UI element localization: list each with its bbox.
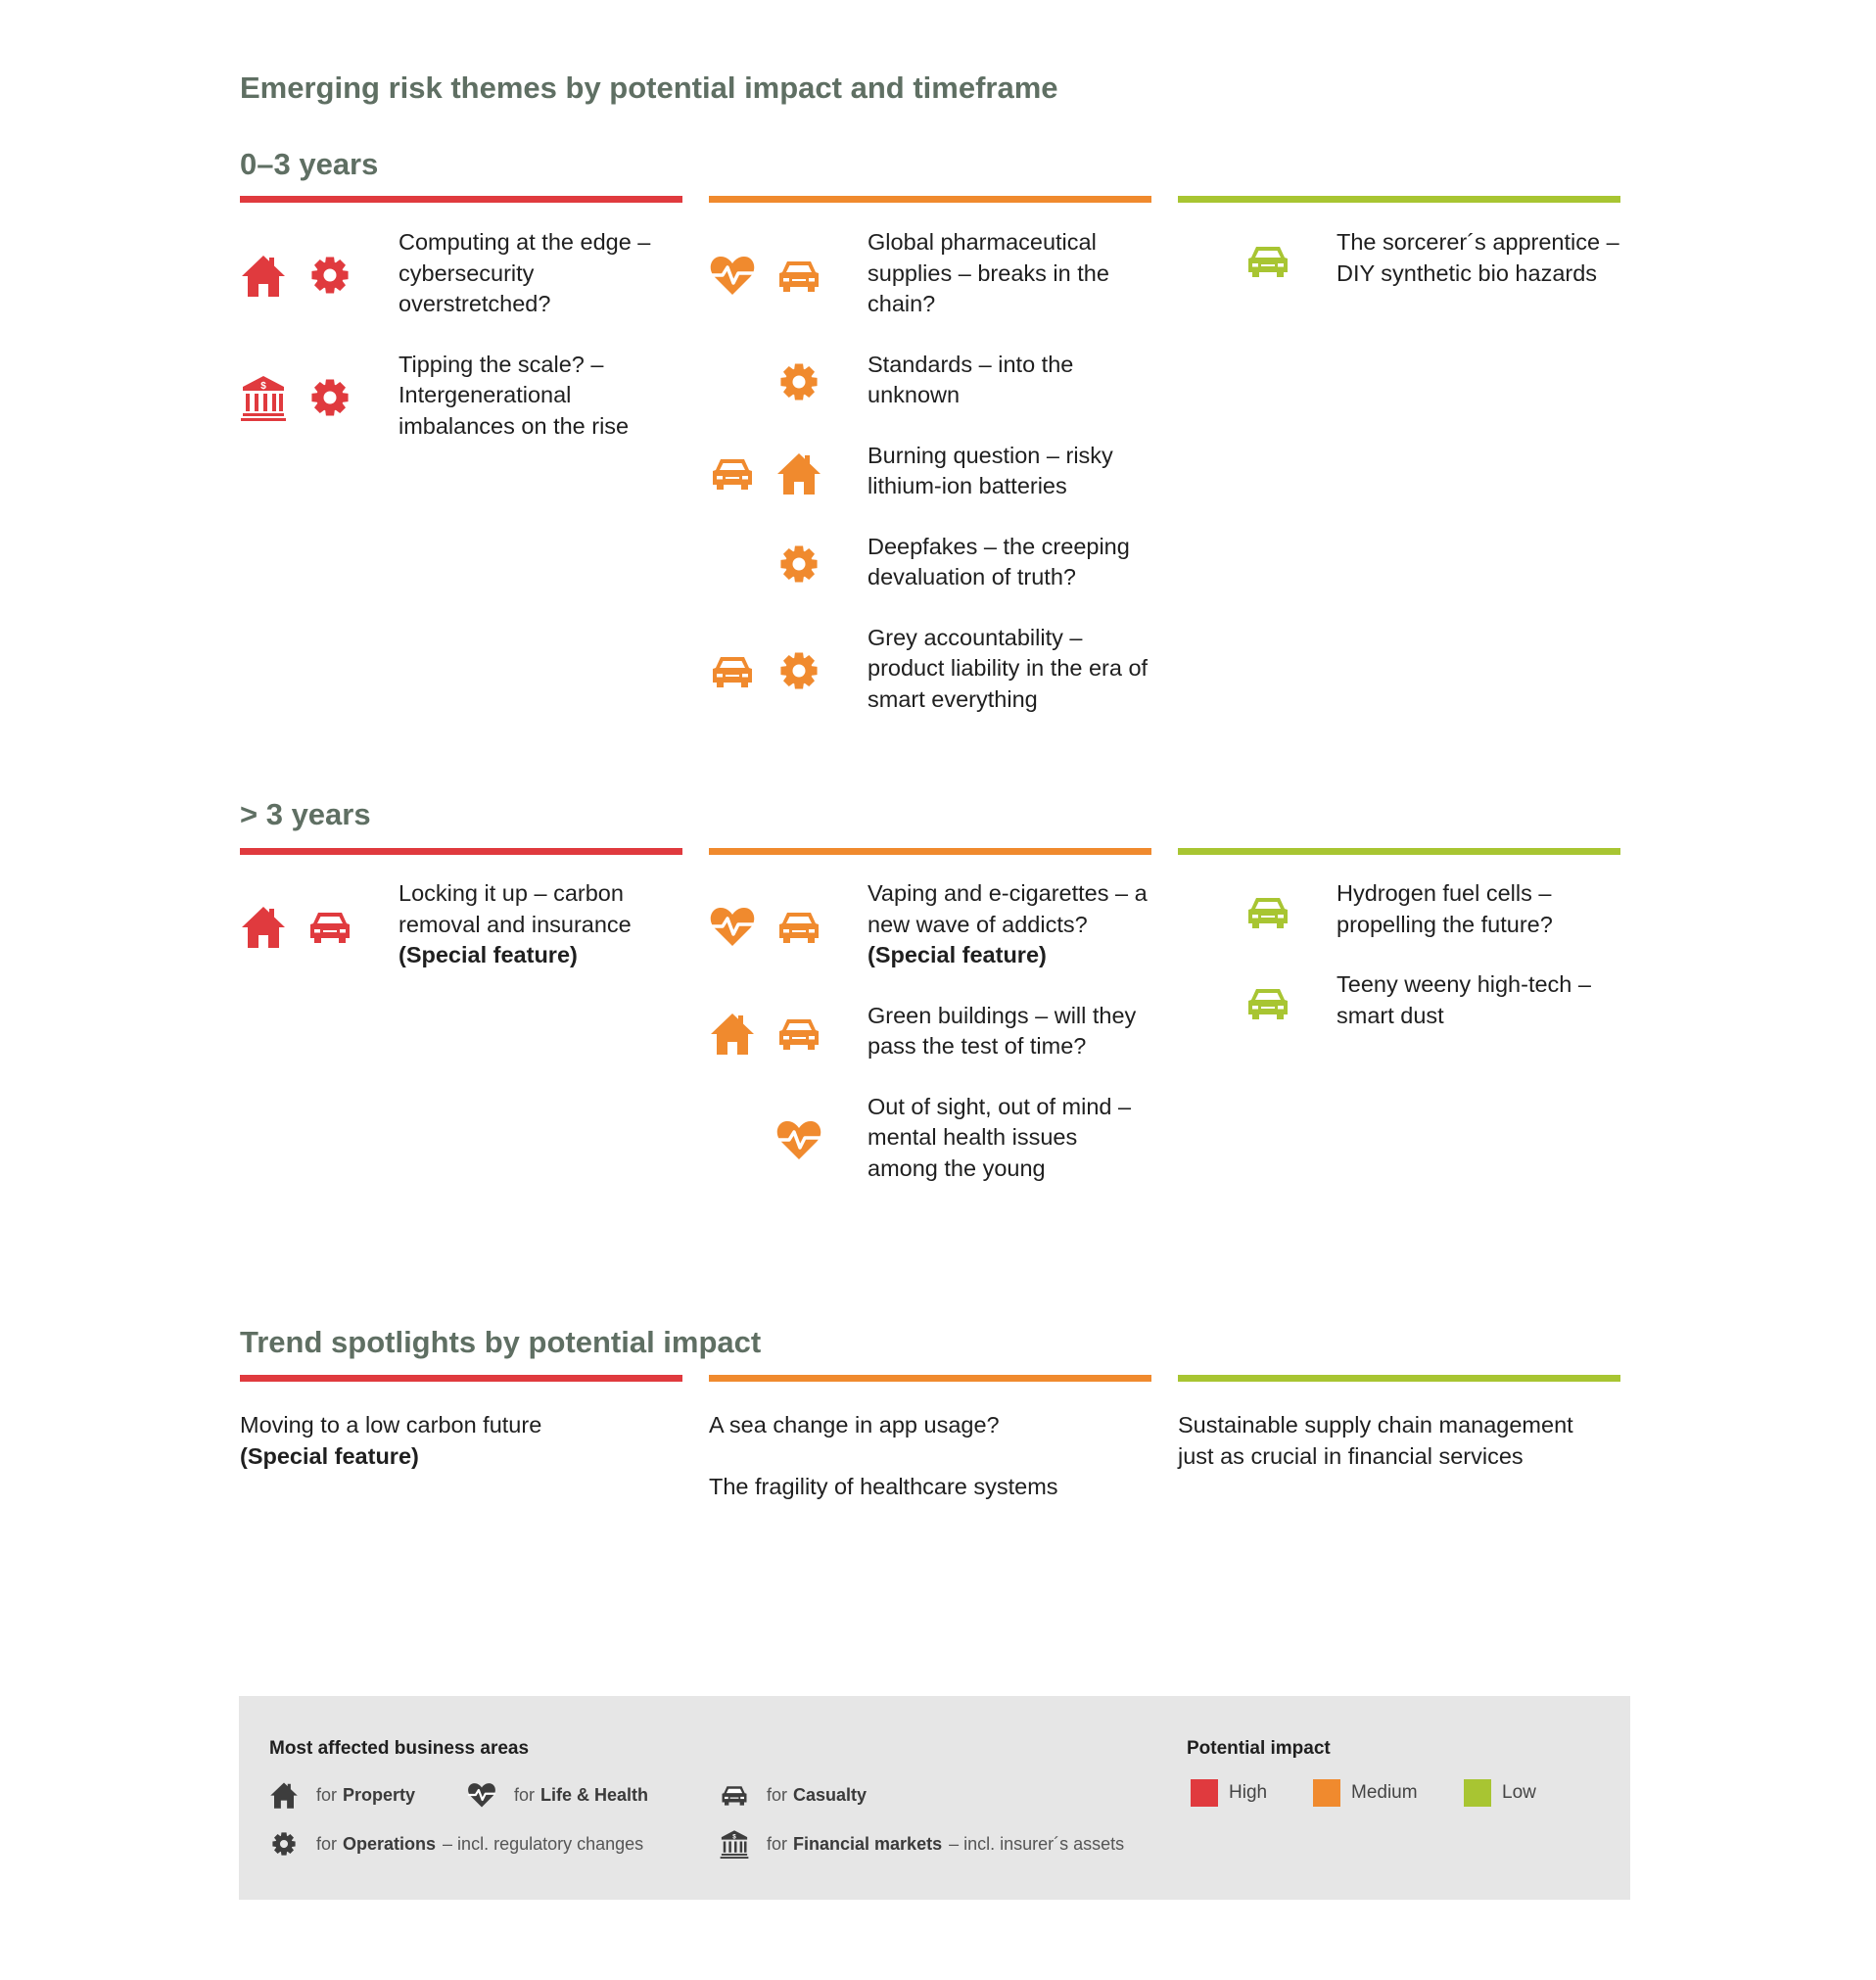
house-icon — [269, 1780, 299, 1810]
legend-area-prefix: for — [316, 1833, 338, 1854]
special-feature-note: (Special feature) — [240, 1442, 419, 1469]
risk-theme-title: Vaping and e-cigarettes – a new wave of addicts? — [868, 880, 1148, 937]
legend-areas-title: Most affected business areas — [269, 1738, 530, 1759]
risk-theme-title: Locking it up – carbon removal and insurance — [399, 880, 632, 937]
business-area-icons — [709, 358, 868, 401]
impact-bar-high — [240, 196, 682, 203]
risk-theme-text — [1337, 227, 1620, 289]
impact-swatch — [1313, 1779, 1340, 1807]
spotlight-item — [709, 1472, 1151, 1503]
legend-area-prefix: for — [767, 1784, 788, 1805]
impact-bar-low — [1178, 196, 1620, 203]
business-area-icons — [1178, 979, 1337, 1022]
car-icon — [306, 903, 353, 950]
legend-impact-medium — [1313, 1779, 1418, 1807]
risk-theme-item — [709, 532, 1151, 593]
impact-bar-high — [240, 1375, 682, 1382]
gear-icon — [306, 252, 353, 299]
risk-theme-item — [1178, 878, 1620, 940]
column-high — [240, 878, 682, 971]
spotlight-text: Moving to a low carbon future — [240, 1412, 542, 1438]
impact-bar-high — [240, 848, 682, 855]
legend-impact-high — [1191, 1779, 1267, 1807]
business-area-icons — [1178, 237, 1337, 280]
risk-theme-text — [868, 1092, 1151, 1185]
impact-swatch — [1464, 1779, 1491, 1807]
spotlight-text: The fragility of healthcare systems — [709, 1473, 1058, 1499]
risk-theme-text — [399, 878, 682, 971]
legend-area-gear — [269, 1829, 643, 1859]
business-area-icons — [709, 541, 868, 584]
spotlight-column-medium — [709, 1410, 1151, 1532]
gear-icon — [306, 374, 353, 421]
risk-theme-title: Out of sight, out of mind – mental health issues among the young — [868, 1093, 1132, 1181]
heart-icon — [467, 1780, 496, 1810]
business-area-icons — [240, 374, 399, 417]
legend-area-name: Life & Health — [540, 1784, 649, 1805]
car-icon — [775, 1010, 822, 1057]
risk-theme-text — [399, 227, 682, 320]
risk-theme-title: Global pharmaceutical supplies – breaks in the chain? — [868, 229, 1109, 316]
page-title: Emerging risk themes by potential impact and timeframe — [240, 71, 1058, 105]
impact-label: Low — [1502, 1782, 1536, 1803]
column-medium — [709, 227, 1151, 715]
impact-label: High — [1229, 1782, 1268, 1803]
legend-area-suffix: – incl. regulatory changes — [443, 1833, 644, 1854]
risk-theme-item — [1178, 227, 1620, 289]
risk-theme-text — [868, 441, 1151, 502]
spotlight-item — [709, 1410, 1151, 1441]
legend-area-name: Casualty — [793, 1784, 868, 1805]
risk-theme-text — [868, 623, 1151, 716]
business-area-icons — [240, 252, 399, 295]
legend-area-prefix: for — [316, 1784, 338, 1805]
svg-text:$: $ — [260, 380, 266, 392]
risk-theme-item — [709, 878, 1151, 971]
house-icon — [240, 252, 287, 299]
column-low — [1178, 878, 1620, 1031]
business-area-icons — [709, 1116, 868, 1159]
risk-theme-text — [868, 532, 1151, 593]
risk-theme-item — [709, 1001, 1151, 1062]
risk-theme-title: Burning question – risky lithium-ion batteries — [868, 442, 1113, 498]
risk-theme-title: Standards – into the unknown — [868, 351, 1074, 407]
column-high — [240, 227, 682, 442]
risk-theme-item — [240, 227, 682, 320]
risk-theme-text — [868, 1001, 1151, 1062]
heart-icon — [775, 1116, 822, 1163]
risk-theme-item — [240, 350, 682, 443]
bank-icon — [240, 374, 287, 421]
legend-area-house — [269, 1780, 415, 1810]
legend-area-heart — [467, 1780, 648, 1810]
bank-icon — [720, 1829, 749, 1859]
risk-theme-text — [1337, 878, 1620, 940]
house-icon — [240, 903, 287, 950]
legend-area-prefix: for — [514, 1784, 536, 1805]
business-area-icons — [709, 903, 868, 946]
car-icon — [1244, 979, 1291, 1026]
risk-theme-text — [868, 227, 1151, 320]
legend — [239, 1696, 1630, 1900]
legend-area-suffix: – incl. insurer´s assets — [949, 1833, 1125, 1854]
gear-icon — [775, 358, 822, 405]
car-icon — [775, 903, 822, 950]
risk-theme-title: Computing at the edge – cybersecurity overstretched? — [399, 229, 651, 316]
gear-icon — [269, 1829, 299, 1859]
risk-theme-title: Teeny weeny high-tech – smart dust — [1337, 971, 1591, 1028]
risk-theme-title: Grey accountability – product liability in the era of smart everything — [868, 624, 1149, 712]
column-medium — [709, 878, 1151, 1184]
house-icon — [709, 1010, 756, 1057]
risk-theme-text — [868, 878, 1151, 971]
car-icon — [709, 647, 756, 694]
column-low — [1178, 227, 1620, 289]
business-area-icons — [709, 647, 868, 690]
legend-impact-low — [1464, 1779, 1536, 1807]
legend-area-name: Operations — [343, 1833, 437, 1854]
impact-label: Medium — [1351, 1782, 1418, 1803]
impact-bar-medium — [709, 196, 1151, 203]
legend-area-name: Financial markets — [793, 1833, 943, 1854]
risk-theme-item — [709, 227, 1151, 320]
impact-bar-medium — [709, 848, 1151, 855]
business-area-icons — [240, 903, 399, 946]
house-icon — [775, 449, 822, 496]
impact-swatch — [1191, 1779, 1218, 1807]
risk-theme-title: Deepfakes – the creeping devaluation of truth? — [868, 533, 1130, 589]
risk-theme-title: Hydrogen fuel cells – propelling the future? — [1337, 880, 1553, 937]
spotlight-column-low — [1178, 1410, 1620, 1502]
car-icon — [720, 1780, 749, 1810]
risk-theme-item — [709, 350, 1151, 411]
risk-theme-item — [709, 441, 1151, 502]
impact-bar-low — [1178, 1375, 1620, 1382]
gear-icon — [775, 541, 822, 588]
risk-theme-item — [709, 623, 1151, 716]
business-area-icons — [709, 449, 868, 493]
impact-bar-low — [1178, 848, 1620, 855]
heart-icon — [709, 903, 756, 950]
special-feature-note: (Special feature) — [868, 942, 1047, 967]
car-icon — [1244, 237, 1291, 284]
spotlight-item — [240, 1410, 682, 1472]
spotlight-item — [1178, 1410, 1620, 1472]
section-title-over-3-years: > 3 years — [240, 797, 371, 831]
spotlight-column-high — [240, 1410, 682, 1502]
risk-theme-text — [1337, 969, 1620, 1031]
risk-theme-item — [1178, 969, 1620, 1031]
legend-area-prefix: for — [767, 1833, 788, 1854]
gear-icon — [775, 647, 822, 694]
heart-icon — [709, 252, 756, 299]
spotlight-text: A sea change in app usage? — [709, 1412, 1000, 1438]
risk-theme-title: Tipping the scale? – Intergenerational imbalances on the rise — [399, 351, 630, 439]
car-icon — [1244, 888, 1291, 935]
spotlights-title: Trend spotlights by potential impact — [240, 1325, 762, 1359]
risk-theme-item — [240, 878, 682, 971]
business-area-icons — [709, 252, 868, 295]
legend-impact-title: Potential impact — [1187, 1738, 1331, 1759]
impact-bar-medium — [709, 1375, 1151, 1382]
section-title-0-3-years: 0–3 years — [240, 147, 379, 181]
legend-area-name: Property — [343, 1784, 416, 1805]
car-icon — [775, 252, 822, 299]
risk-theme-text — [399, 350, 682, 443]
legend-area-car — [720, 1780, 867, 1810]
risk-theme-item — [709, 1092, 1151, 1185]
special-feature-note: (Special feature) — [399, 942, 578, 967]
risk-theme-title: The sorcerer´s apprentice – DIY synthetic bio hazards — [1337, 229, 1619, 286]
car-icon — [709, 449, 756, 496]
legend-area-bank — [720, 1829, 1124, 1859]
risk-theme-text — [868, 350, 1151, 411]
svg-text:$: $ — [732, 1833, 736, 1841]
business-area-icons — [709, 1010, 868, 1053]
spotlight-text: Sustainable supply chain management just as crucial in financial services — [1178, 1412, 1573, 1469]
risk-theme-title: Green buildings – will they pass the test of time? — [868, 1002, 1137, 1059]
business-area-icons — [1178, 888, 1337, 931]
